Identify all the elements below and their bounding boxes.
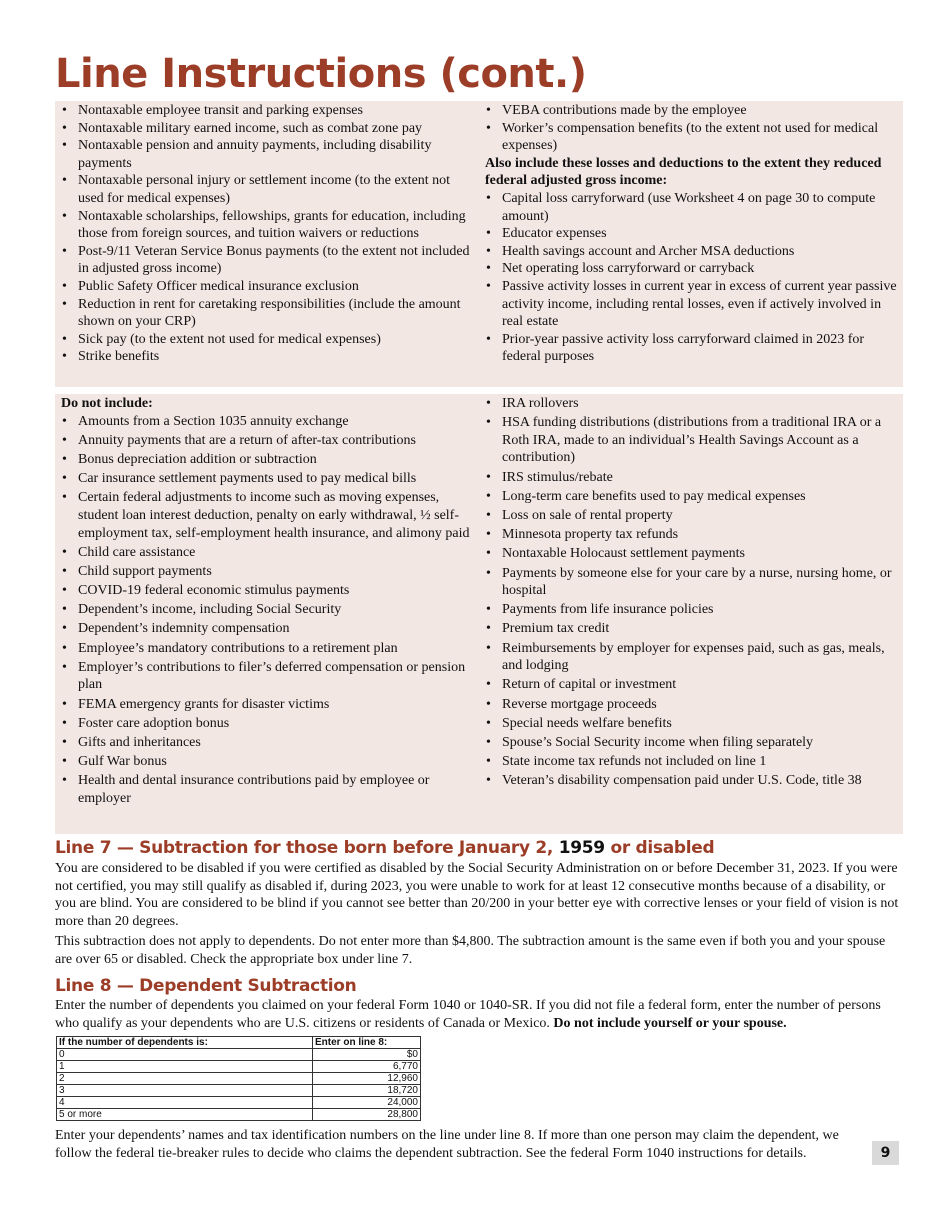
list-item: • Strike benefits [61,348,477,366]
list-item: • Health savings account and Archer MSA deductions [485,243,901,261]
line7-heading-year: 1959 [558,838,605,858]
dependent-subtraction-table [56,1036,421,1121]
list-item: • Child care assistance [61,544,477,562]
table-row [57,1109,421,1121]
table-header-dependents: If the number of dependents is: [57,1037,313,1049]
losses-deductions-heading: Also include these losses and deductions to the extent they reduced federal adjusted gross income: [485,155,882,189]
list-item: • Long-term care benefits used to pay medical expenses [485,488,901,506]
list-item: • IRS stimulus/rebate [485,469,901,487]
list-item: • Educator expenses [485,225,901,243]
include-items-list-continued [485,102,901,155]
include-items-right-column [479,101,903,387]
list-item: • Amounts from a Section 1035 annuity exchange [61,413,477,431]
list-item: • State income tax refunds not included on line 1 [485,753,901,771]
dependents-count-cell: 0 [57,1049,313,1061]
include-items-left-column [55,101,479,387]
list-item: • Spouse’s Social Security income when filing separately [485,734,901,752]
list-item: • Gifts and inheritances [61,734,477,752]
subtraction-amount-cell: 12,960 [313,1073,421,1085]
list-item: • Payments from life insurance policies [485,601,901,619]
line7-paragraph-1: You are considered to be disabled if you were certified as disabled by the Social Security Administration on or before December 31, 2023. If you were not certified, you may still qualify as disabled if, during 2023, you were unable to work for at least 12 consecutive months because of a disability, or you are blind. You are considered to be blind if you cannot see better than 20/200 in your better eye with corrective lenses or your field of vision is not more than 20 degrees. [55,861,899,929]
table-row [57,1061,421,1073]
subtraction-amount-cell: 18,720 [313,1085,421,1097]
list-item: • Annuity payments that are a return of after-tax contributions [61,432,477,450]
list-item: • Reimbursements by employer for expenses paid, such as gas, meals, and lodging [485,640,901,675]
dependents-count-cell: 3 [57,1085,313,1097]
subtraction-amount-cell: 28,800 [313,1109,421,1121]
list-item: • Nontaxable personal injury or settlement income (to the extent not used for medical expenses) [61,172,477,207]
line7-paragraph-2: This subtraction does not apply to dependents. Do not enter more than $4,800. The subtraction amount is the same even if both you and your spouse are over 65 or disabled. Check the appropriate box under line 7. [55,934,886,967]
do-not-include-heading: Do not include: [61,396,153,411]
table-row [57,1073,421,1085]
list-item: • Special needs welfare benefits [485,715,901,733]
subtraction-amount-cell: 6,770 [313,1061,421,1073]
list-item: • Health and dental insurance contributions paid by employee or employer [61,772,477,807]
do-not-include-right-column [479,394,903,834]
list-item: • Bonus depreciation addition or subtraction [61,451,477,469]
list-item: • Dependent’s income, including Social Security [61,601,477,619]
line8-paragraph-1 [55,997,903,1032]
dependents-count-cell: 2 [57,1073,313,1085]
list-item: • Nontaxable Holocaust settlement payments [485,545,901,563]
list-item: • COVID-19 federal economic stimulus payments [61,582,477,600]
list-item: • Prior-year passive activity loss carryforward claimed in 2023 for federal purposes [485,331,901,366]
include-items-box [55,101,903,387]
line8-paragraph-2: Enter your dependents’ names and tax identification numbers on the line under line 8. If more than one person may claim the dependent, we follow the federal tie-breaker rules to decide who claims the dependent subtraction. See the federal Form 1040 instructions for details. [55,1128,839,1161]
list-item: • Return of capital or investment [485,676,901,694]
table-header-enter-on-line-8: Enter on line 8: [313,1037,421,1049]
do-not-include-list-continued [485,395,901,790]
list-item: • Dependent’s indemnity compensation [61,620,477,638]
line7-heading-text: Line 7 — Subtraction for those born before January 2, [55,838,554,858]
subtraction-amount-cell: 24,000 [313,1097,421,1109]
table-row [57,1097,421,1109]
list-item: • Minnesota property tax refunds [485,526,901,544]
list-item: • Net operating loss carryforward or carryback [485,260,901,278]
list-item: • Employer’s contributions to filer’s deferred compensation or pension plan [61,659,477,694]
losses-deductions-list [485,190,901,366]
list-item: • Public Safety Officer medical insurance exclusion [61,278,477,296]
list-item: • Gulf War bonus [61,753,477,771]
dependents-count-cell: 5 or more [57,1109,313,1121]
list-item: • Child support payments [61,563,477,581]
table-header-row [57,1037,421,1049]
list-item: • Sick pay (to the extent not used for medical expenses) [61,331,477,349]
list-item: • Capital loss carryforward (use Worksheet 4 on page 30 to compute amount) [485,190,901,225]
list-item: • IRA rollovers [485,395,901,413]
list-item: • Nontaxable employee transit and parking expenses [61,102,477,120]
line8-paragraph-1-text: Enter the number of dependents you claimed on your federal Form 1040 or 1040-SR. If you did not file a federal form, enter the number of persons who qualify as your dependents who are U.S. citizens or residents of Canada or Mexico. [55,998,881,1031]
list-item: • FEMA emergency grants for disaster victims [61,696,477,714]
line8-heading: Line 8 — Dependent Subtraction [55,976,357,996]
list-item: • Passive activity losses in current year in excess of current year passive activity income, including rental losses, even if actively involved in real estate [485,278,901,331]
line8-paragraph-1-bold: Do not include yourself or your spouse. [553,1015,787,1031]
dependents-count-cell: 1 [57,1061,313,1073]
list-item: • Employee’s mandatory contributions to a retirement plan [61,640,477,658]
do-not-include-box [55,394,903,834]
page-title: Line Instructions (cont.) [55,51,587,97]
list-item: • Nontaxable pension and annuity payments, including disability payments [61,137,477,172]
include-items-list [61,102,477,366]
list-item: • VEBA contributions made by the employee [485,102,901,120]
list-item: • Post-9/11 Veteran Service Bonus payments (to the extent not included in adjusted gross income) [61,243,477,278]
list-item: • Payments by someone else for your care by a nurse, nursing home, or hospital [485,565,901,600]
list-item: • Foster care adoption bonus [61,715,477,733]
do-not-include-list [61,413,477,808]
dependents-count-cell: 4 [57,1097,313,1109]
list-item: • HSA funding distributions (distributions from a traditional IRA or a Roth IRA, made to an individual’s Health Savings Account as a contribution) [485,414,901,467]
list-item: • Certain federal adjustments to income such as moving expenses, student loan interest deduction, penalty on early withdrawal, ½ self-employment tax, self-employment health insurance, and alimony paid [61,489,477,542]
table-row [57,1085,421,1097]
line7-heading-suffix: or disabled [610,838,715,858]
list-item: • Nontaxable scholarships, fellowships, grants for education, including those from foreign sources, and tuition waivers or reductions [61,208,477,243]
subtraction-amount-cell: $0 [313,1049,421,1061]
list-item: • Reverse mortgage proceeds [485,696,901,714]
table-row [57,1049,421,1061]
list-item: • Veteran’s disability compensation paid under U.S. Code, title 38 [485,772,901,790]
list-item: • Worker’s compensation benefits (to the extent not used for medical expenses) [485,120,901,155]
do-not-include-left-column [55,394,479,834]
list-item: • Loss on sale of rental property [485,507,901,525]
page-number: 9 [872,1141,899,1165]
list-item: • Car insurance settlement payments used to pay medical bills [61,470,477,488]
list-item: • Reduction in rent for caretaking responsibilities (include the amount shown on your CRP) [61,296,477,331]
list-item: • Premium tax credit [485,620,901,638]
list-item: • Nontaxable military earned income, such as combat zone pay [61,120,477,138]
line7-heading [55,836,714,860]
